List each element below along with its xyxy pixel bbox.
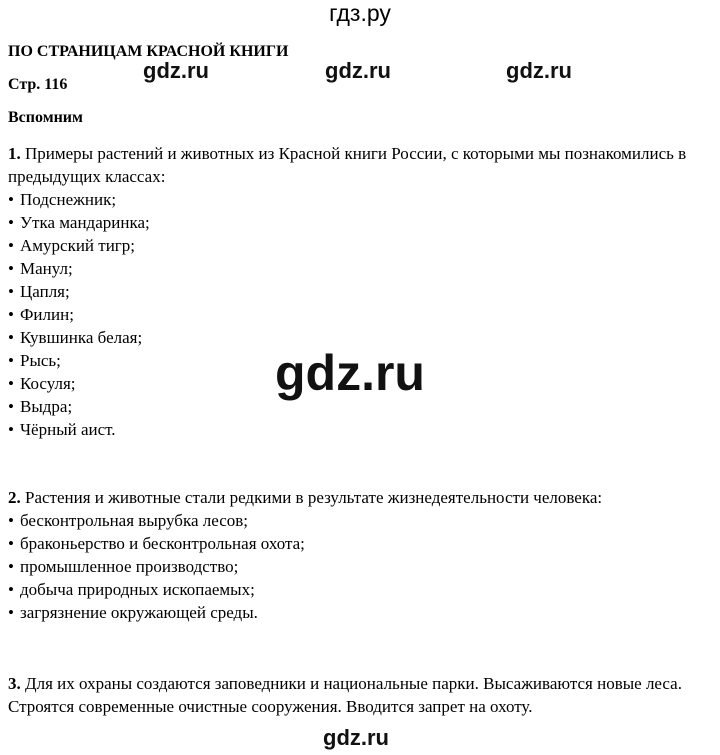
bullet-icon: • [8,511,14,530]
question-1-intro [8,142,708,188]
list-item-text: Рысь; [20,351,61,370]
list-item [8,509,708,532]
list-item-text: Цапля; [20,282,70,301]
bullet-icon: • [8,557,14,576]
list-item-text: Чёрный аист. [20,420,116,439]
list-item [8,418,708,441]
list-item [8,211,708,234]
bullet-icon: • [8,603,14,622]
list-item-text: бесконтрольная вырубка лесов; [20,511,248,530]
list-item [8,532,708,555]
question-2-list [8,509,708,624]
list-item-text: Подснежник; [20,190,117,209]
list-item-text: Кувшинка белая; [20,328,143,347]
question-3 [8,672,708,718]
list-item-text: Косуля; [20,374,76,393]
bullet-icon: • [8,420,14,439]
list-item-text: Манул; [20,259,73,278]
bullet-icon: • [8,374,14,393]
list-item [8,188,708,211]
list-item-text: браконьерство и бесконтрольная охота; [20,534,305,553]
bullet-icon: • [8,351,14,370]
list-item [8,234,708,257]
question-2 [8,486,708,624]
watermark: gdz.ru [325,58,391,83]
bullet-icon: • [8,282,14,301]
list-item-text: Утка мандаринка; [20,213,150,232]
bullet-icon: • [8,397,14,416]
bullet-icon: • [8,190,14,209]
bullet-icon: • [8,213,14,232]
list-item-text: Амурский тигр; [20,236,136,255]
list-item-text: Выдра; [20,397,73,416]
list-item [8,555,708,578]
watermark-large: gdz.ru [275,345,425,401]
list-item [8,257,708,280]
list-item [8,303,708,326]
question-3-text: Для их охраны создаются заповедники и национальные парки. Высаживаются новые леса. Строятся современные очистные сооружения. Вводится запрет на охоту. [8,674,682,716]
bullet-icon: • [8,305,14,324]
list-item-text: промышленное производство; [20,557,239,576]
list-item-text: добыча природных ископаемых; [20,580,255,599]
document-title: ПО СТРАНИЦАМ КРАСНОЙ КНИГИ [8,43,289,60]
bullet-icon: • [8,236,14,255]
page-number: Стр. 116 [8,76,68,93]
question-1-list [8,188,708,441]
list-item [8,578,708,601]
question-1-number: 1. [8,144,21,163]
site-header: гдз.ру [329,0,391,26]
bullet-icon: • [8,580,14,599]
question-3-paragraph [8,672,708,718]
section-heading: Вспомним [8,109,83,126]
list-item [8,601,708,624]
question-2-number: 2. [8,488,21,507]
bullet-icon: • [8,328,14,347]
question-2-text: Растения и животные стали редкими в результате жизнедеятельности человека: [25,488,603,507]
watermark-footer: gdz.ru [323,725,389,750]
question-2-intro [8,486,708,509]
watermark: gdz.ru [143,58,209,83]
watermark: gdz.ru [506,58,572,83]
question-1-text: Примеры растений и животных из Красной книги России, с которыми мы познакомились в предыдущих классах: [8,144,687,186]
list-item [8,280,708,303]
list-item-text: загрязнение окружающей среды. [20,603,258,622]
list-item-text: Филин; [20,305,74,324]
bullet-icon: • [8,534,14,553]
bullet-icon: • [8,259,14,278]
question-3-number: 3. [8,674,21,693]
